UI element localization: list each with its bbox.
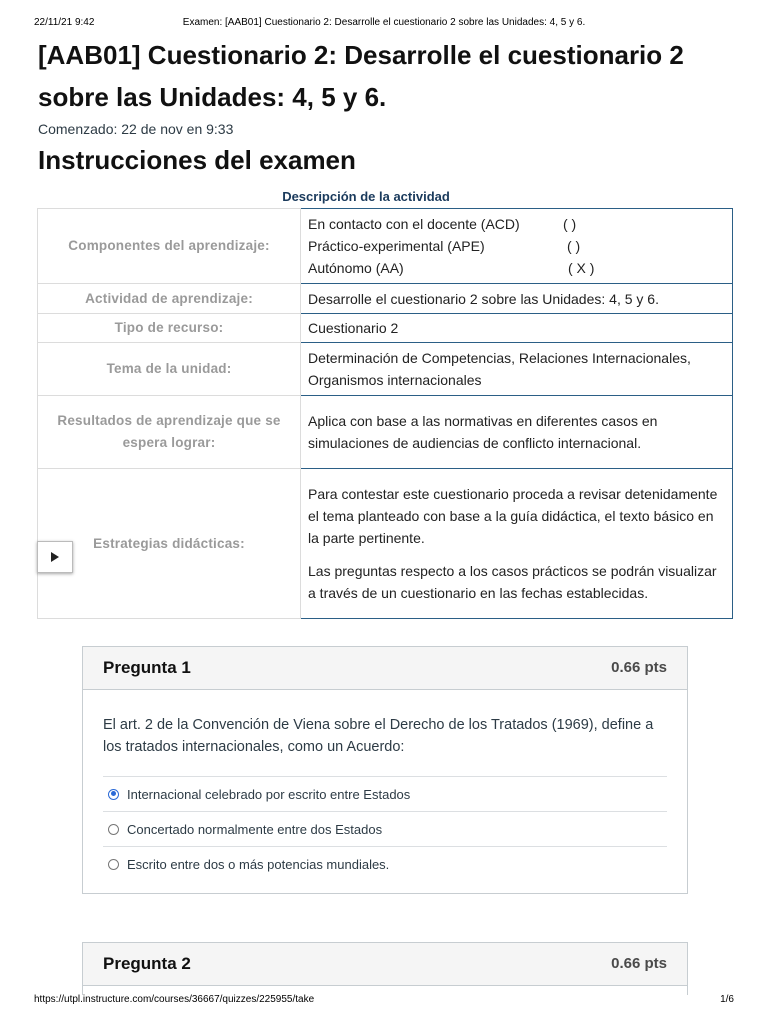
print-title: Examen: [AAB01] Cuestionario 2: Desarrolle el cuestionario 2 sobre las Unidades: 4, 5 y 6. bbox=[182, 17, 586, 28]
component-ape-mark: ( ) bbox=[567, 238, 581, 254]
strategies-paragraph-2: Las preguntas respecto a los casos prácticos se podrán visualizar a través de un cuestionario en las fechas establecidas. bbox=[308, 563, 717, 601]
answer-option[interactable] bbox=[103, 811, 667, 846]
question-header bbox=[83, 943, 687, 986]
answer-list bbox=[103, 776, 667, 881]
play-button[interactable] bbox=[37, 541, 73, 573]
question-header bbox=[83, 647, 687, 690]
print-date: 22/11/21 9:42 bbox=[34, 17, 95, 28]
component-aa-mark: ( X ) bbox=[568, 260, 595, 276]
component-acd bbox=[308, 213, 725, 235]
resource-row bbox=[38, 314, 733, 343]
question-card bbox=[82, 646, 688, 894]
description-caption: Descripción de la actividad bbox=[282, 189, 450, 204]
quiz-title: [AAB01] Cuestionario 2: Desarrolle el cuestionario 2 sobre las Unidades: 4, 5 y 6. bbox=[38, 40, 684, 112]
activity-row bbox=[38, 284, 733, 314]
question-card bbox=[82, 942, 688, 995]
component-ape-label: Práctico-experimental (APE) bbox=[308, 238, 485, 254]
results-value: Aplica con base a las normativas en diferentes casos en simulaciones de audiencias de conflicto internacional. bbox=[301, 396, 733, 469]
strategies-paragraph-1: Para contestar este cuestionario proceda a revisar detenidamente el tema planteado con base a la guía didáctica, el texto básico en la parte pertinente. bbox=[308, 486, 718, 546]
activity-label: Actividad de aprendizaje: bbox=[38, 284, 301, 314]
started-time: Comenzado: 22 de nov en 9:33 bbox=[38, 121, 234, 137]
resource-label: Tipo de recurso: bbox=[38, 314, 301, 343]
print-page-number: 1/6 bbox=[720, 994, 734, 1005]
question-points: 0.66 pts bbox=[611, 955, 667, 972]
resource-value: Cuestionario 2 bbox=[301, 314, 733, 343]
topic-value: Determinación de Competencias, Relaciones Internacionales, Organismos internacionales bbox=[301, 343, 733, 396]
answer-label: Concertado normalmente entre dos Estados bbox=[127, 821, 383, 837]
play-icon bbox=[51, 552, 59, 562]
answer-label: Escrito entre dos o más potencias mundiales. bbox=[127, 856, 390, 872]
question-text: El art. 2 de la Convención de Viena sobre el Derecho de los Tratados (1969), define a los tratados internacionales, como un Acuerdo: bbox=[103, 717, 654, 755]
components-value bbox=[301, 209, 733, 284]
activity-value: Desarrolle el cuestionario 2 sobre las Unidades: 4, 5 y 6. bbox=[301, 284, 733, 314]
component-acd-mark: ( ) bbox=[563, 216, 577, 232]
results-label: Resultados de aprendizaje que se espera lograr: bbox=[38, 396, 301, 469]
topic-row bbox=[38, 343, 733, 396]
radio-empty-icon[interactable] bbox=[108, 859, 119, 870]
print-url: https://utpl.instructure.com/courses/36667/quizzes/225955/take bbox=[34, 994, 315, 1005]
question-name: Pregunta 1 bbox=[103, 658, 191, 677]
answer-option[interactable] bbox=[103, 776, 667, 811]
question-name: Pregunta 2 bbox=[103, 954, 191, 973]
strategies-value bbox=[301, 469, 733, 619]
strategies-label: Estrategias didácticas: bbox=[38, 469, 301, 619]
answer-label: Internacional celebrado por escrito entre Estados bbox=[127, 786, 411, 802]
strategies-row bbox=[38, 469, 733, 619]
question-points: 0.66 pts bbox=[611, 659, 667, 676]
components-row bbox=[38, 209, 733, 284]
answer-option[interactable] bbox=[103, 846, 667, 881]
component-ape bbox=[308, 235, 725, 257]
component-acd-label: En contacto con el docente (ACD) bbox=[308, 216, 520, 232]
radio-empty-icon[interactable] bbox=[108, 824, 119, 835]
description-table bbox=[37, 208, 733, 619]
component-aa bbox=[308, 257, 725, 279]
components-label: Componentes del aprendizaje: bbox=[38, 209, 301, 284]
topic-label: Tema de la unidad: bbox=[38, 343, 301, 396]
results-row bbox=[38, 396, 733, 469]
radio-selected-icon[interactable] bbox=[108, 789, 119, 800]
instructions-heading: Instrucciones del examen bbox=[38, 145, 356, 175]
component-aa-label: Autónomo (AA) bbox=[308, 260, 404, 276]
